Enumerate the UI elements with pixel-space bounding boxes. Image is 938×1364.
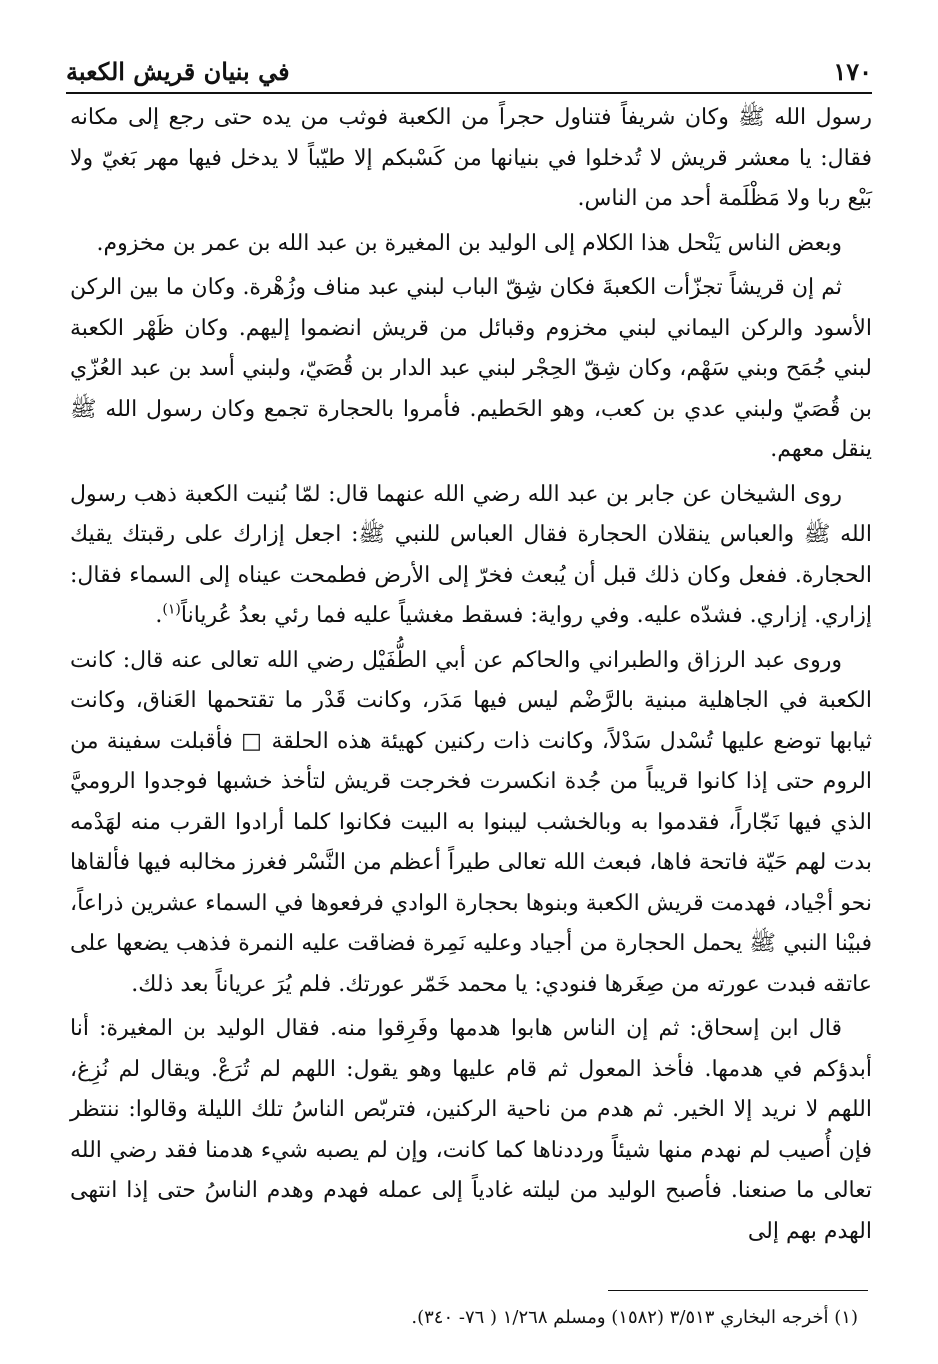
running-title: في بنيان قريش الكعبة <box>66 57 290 86</box>
footnote-divider <box>608 1290 868 1291</box>
footnote: (١) أخرجه البخاري ٣/٥١٣ (١٥٨٢) ومسلم ١/٢٦٨ ( ٧٦- ٣٤٠). <box>411 1307 858 1328</box>
paragraph-1: رسول الله ﷺ وكان شريفاً فتناول حجراً من الكعبة فوثب من يده حتى رجع إلى مكانه فقال: يا معشر قريش لا تُدخلوا في بنيانها من كَسْبكم إلا طيّباً لا يدخل فيها مهر بَغيّ ولا بَيْع ربا ولا مَظْلَمة أحد من الناس. <box>70 105 872 211</box>
paragraph-3: ثم إن قريشاً تجزّأت الكعبةَ فكان شِقّ الباب لبني عبد مناف وزُهْرة. وكان ما بين الركن الأسود والركن اليماني لبني مخزوم وقبائل من قريش انضموا إليهم. وكان ظَهْر الكعبة لبني جُمَح وبني سَهْم، وكان شِقّ الحِجْر لبني عبد الدار بن قُصَيّ، ولبني أسد بن عبد العُزّي بن قُصَيّ ولبني عدي بن كعب، وهو الحَطيم. فأمروا بالحجارة تجمع وكان رسول الله ﷺ ينقل معهم. <box>70 275 872 462</box>
page-number: ١٧٠ <box>833 57 872 86</box>
paragraph-6: قال ابن إسحاق: ثم إن الناس هابوا هدمها وفَرِقوا منه. فقال الوليد بن المغيرة: أنا أبدؤكم في هدمها. فأخذ المعول ثم قام عليها وهو يقول: اللهم لم تُرَعْ. ويقال لم نُزِغ، اللهم لا نريد إلا الخير. ثم هدم من ناحية الركنين، فتربّص الناسُ تلك الليلة وقالوا: ننتظر فإن أُصيب لم نهدم منها شيئاً ورددناها كما كانت، وإن لم يصبه شيء هدمنا فقد رضي الله تعالى ما صنعنا. فأصبح الوليد من ليلته غادياً إلى عمله فهدم وهدم الناسُ حتى إذا انتهى الهدم بهم إلى <box>70 1016 873 1244</box>
body-text <box>70 98 872 1256</box>
paragraph-4-text: روى الشيخان عن جابر بن عبد الله رضي الله عنهما قال: لمّا بُنيت الكعبة ذهب رسول الله ﷺ والعباس ينقلان الحجارة فقال العباس للنبي ﷺ: اجعل إزارك على رقبتك يقيك الحجارة. ففعل وكان ذلك قبل أن يُبعث فخرّ إلى الأرض فطمحت عيناه إلى السماء فقال: إزاري. إزاري. فشدّه عليه. وفي رواية: فسقط مغشياً عليه فما رئي بعدُ عُرياناً <box>70 481 872 628</box>
paragraph-4: روى الشيخان عن جابر بن عبد الله رضي الله عنهما قال: لمّا بُنيت الكعبة ذهب رسول الله ﷺ والعباس ينقلان الحجارة فقال العباس للنبي ﷺ: اجعل إزارك على رقبتك يقيك الحجارة. ففعل وكان ذلك قبل أن يُبعث فخرّ إلى الأرض فطمحت عيناه إلى السماء فقال: إزاري. إزاري. فشدّه عليه. وفي رواية: فسقط مغشياً عليه فما رئي بعدُ عُرياناً$^{(١)}$. <box>70 481 872 628</box>
paragraph-5: وروى عبد الرزاق والطبراني والحاكم عن أبي الطُّفَيْل رضي الله تعالى عنه قال: كانت الكعبة في الجاهلية مبنية بالرَّضْم ليس فيها مَدَر، وكانت قَدْر ما تقتحمها العَناق، وكانت ثيابها توضع عليها تُسْدل سَدْلاً، وكانت ذات ركنين كهيئة هذه الحلقة □ فأقبلت سفينة من الروم حتى إذا كانوا قريباً من جُدة انكسرت فخرجت قريش لتأخذ خشبها فوجدوا الروميَّ الذي فيها نَجّاراً، فقدموا به وبالخشب ليبنوا به البيت فكانوا كلما أرادوا القرب منه لهَدْمه بدت لهم حَيّة فاتحة فاها، فبعث الله تعالى طيراً أعظم من النَّسْر فغرز مخالبه فيها فألقاها نحو أجْياد، فهدمت قريش الكعبة وبنوها بحجارة الوادي فرفعوها في السماء عشرين ذراعاً، فبيْنا النبي ﷺ يحمل الحجارة من أجياد وعليه نَمِرة فضاقت عليه النمرة فذهب يضعها على عاتقه فبدت عورته من صِغَرها فنودي: يا محمد خَمّر عورتك. فلم يُرَ عرياناً بعد ذلك. <box>70 647 872 997</box>
page-header <box>66 50 872 94</box>
footnote-reference: (١) <box>162 601 181 618</box>
paragraph-2: وبعض الناس يَنْحل هذا الكلام إلى الوليد بن المغيرة بن عبد الله بن عمر بن مخزوم. <box>96 230 842 256</box>
